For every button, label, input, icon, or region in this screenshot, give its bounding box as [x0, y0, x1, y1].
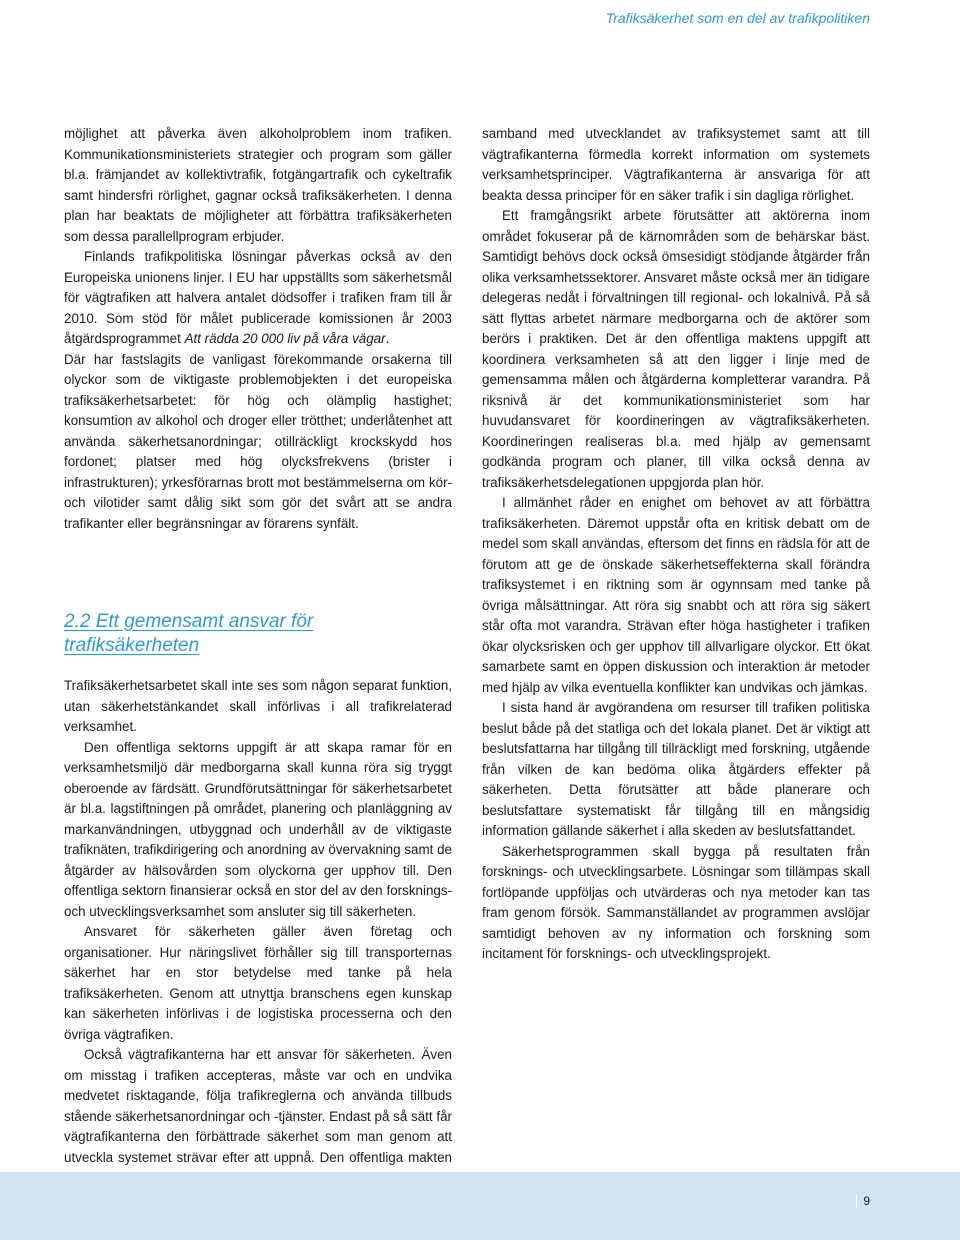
paragraph-end: .	[385, 331, 390, 346]
paragraph: I allmänhet råder en enighet om behovet av att förbättra trafiksäkerheten. Däremot uppstår ofta en kritisk debatt om de medel som skall användas, eftersom det finns en rädsla för att de förutom att ge de önskade säkerhetseffekterna skall förändra trafiksystemet i en riktning som är ogynnsam med tanke på övriga målsättningar. Att röra sig snabbt och att röra sig säkert står ofta mot varandra. Strävan efter höga hastigheter i trafiken ökar olycksrisken och ger upphov till allvarligare olyckor. Ett ökat samarbete samt en öppen diskussion och interaktion är metoder med hjälp av vilka eventuella konflikter kan undvikas och jämkas.	[482, 495, 870, 695]
paragraph: Där har fastslagits de vanligast förekommande orsakerna till olyckor som de viktigaste problemobjekten i det europeiska trafiksäkerhetsarbetet: för hög och olämplig hastighet; konsumtion av alkohol och droger eller trötthet; underlåtenhet att använda säkerhetsanordningar; otillräckligt krockskydd hos fordonet; platser med hög olycksfrekvens (brister i infrastrukturen); yrkesförarnas brott mot bestämmelserna om kör- och vilotider samt dålig sikt som gör det svårt att se andra trafikanter eller begränsningar av förarens synfält.	[64, 351, 452, 531]
page-number: 9	[856, 1194, 870, 1208]
paragraph: Också vägtrafikanterna har ett ansvar för säkerheten. Även om misstag i trafiken accepteras, måste var och en undvika medvetet risktagande, följa trafikreglerna och använda tillbuds stående säkerhetsanordningar och -tjänster. Endast på så sätt får vägtrafikanterna den förbättrade säkerhet som man genom att utveckla systemet strävar efter att uppnå. Den offentliga makten	[64, 1047, 452, 1165]
paragraph-text: Finlands trafikpolitiska lösningar påverkas också av den Europeiska unionens linjer. I EU har uppställts som säkerhetsmål för vägtrafiken att halvera antalet dödsoffer i trafiken fram till år 2010. Som stöd för målet publicerade komissionen år 2003 åtgärdsprogrammet	[64, 249, 452, 346]
paragraph: Den offentliga sektorns uppgift är att skapa ramar för en verksamhetsmiljö där medborgarna skall kunna röra sig tryggt oberoende av färdsätt. Grundförutsättningar för säkerhetsarbetet är bl.a. lagstiftningen på området, planering och planläggning av markanvändningen, utbyggnad och underhåll av de viktigaste trafiknäten, trafikdirigering och anordning av övervakning samt de åtgärder av hälsovården som olyckorna ger upphov till. Den offentliga sektorn finansierar också en stor del av den forsknings- och utvecklingsverksamhet som ansluter sig till säkerheten.	[64, 739, 452, 919]
paragraph: Ansvaret för säkerheten gäller även företag och organisationer. Hur näringslivet förhåller sig till transporternas säkerhet har en stor betydelse med tanke på hela trafiksäkerheten. Genom att utnyttja branschens egen kunskap kan säkerheten införlivas i de logistiska processerna och den övriga vägtrafiken.	[64, 924, 452, 1042]
right-column	[482, 124, 870, 965]
footer-band	[0, 1172, 960, 1240]
paragraph: samband med utvecklandet av trafiksystemet samt att till vägtrafikanterna förmedla korrekt information om systemets verksamhetsprinciper. Vägtrafikanterna är ansvariga för att beakta dessa principer för en säker trafik i sin dagliga rörlighet.	[482, 126, 870, 203]
paragraph: I sista hand är avgörandena om resurser till trafiken politiska beslut både på det statliga och det lokala planet. Det är viktigt att beslutsfattarna har tillgång till tillräckligt med forskning, utgående från vilken de kan bedöma olika åtgärders effekter på säkerheten. Detta förutsätter att både planerare och beslutsfattare systematiskt får tillgång till en mångsidig information gällande säkerhet i alla skeden av beslutsfattandet.	[482, 700, 870, 838]
paragraph: möjlighet att påverka även alkoholproblem inom trafiken. Kommunikationsministeriets strategier och program som gäller bl.a. främjandet av kollektivtrafik, fotgängartrafik och cykeltrafik samt hindersfri rörlighet, gagnar också trafiksäkerheten. I denna plan har beaktats de möjligheter att förbättra trafiksäkerheten som dessa parallellprogram erbjuder.	[64, 126, 452, 244]
paragraph	[64, 247, 452, 350]
section-heading: 2.2 Ett gemensamt ansvar för trafiksäkerheten	[64, 611, 314, 656]
paragraph: Trafiksäkerhetsarbetet skall inte ses som någon separat funktion, utan säkerhetstänkandet skall införlivas i all trafikrelaterad verksamhet.	[64, 678, 452, 734]
paragraph: Säkerhetsprogrammen skall bygga på resultaten från forsknings- och utvecklingsarbete. Lösningar som tillämpas skall fortlöpande uppföljas och utvärderas och nya metoder kan tas fram genom försök. Sammanställandet av programmen avslöjar samtidigt behoven av ny information och forskning som incitament för forsknings- och utvecklingsprojekt.	[482, 843, 870, 961]
left-column	[64, 124, 452, 1189]
running-head: Trafiksäkerhet som en del av trafikpolitiken	[605, 10, 870, 26]
paragraph: Ett framgångsrikt arbete förutsätter att aktörerna inom området fokuserar på de kärnområden som de behärskar bäst. Samtidigt behövs dock också ömsesidigt stödjande åtgärder från olika verksamhetssektorer. Ansvaret måste också mer än tidigare delegeras nedåt i förvaltningen till regional- och lokalnivå. På så sätt flyttas arbetet närmare medborgarna och de aktörer som berörs i praktiken. Det är den offentliga maktens uppgift att koordinera verksamheten så att den ligger i linje med de gemensamma målen och åtgärderna kompletterar varandra. På riksnivå är det kommunikationsministeriet som har huvudansvaret för koordineringen av vägtrafiksäkerheten. Koordineringen realiseras bl.a. med hjälp av gemensamt godkända program och planer, till vilka också denna av trafiksäkerhetsdelegationen uppgjorda plan hör.	[482, 208, 870, 490]
program-title: Att rädda 20 000 liv på våra vägar	[184, 331, 386, 346]
